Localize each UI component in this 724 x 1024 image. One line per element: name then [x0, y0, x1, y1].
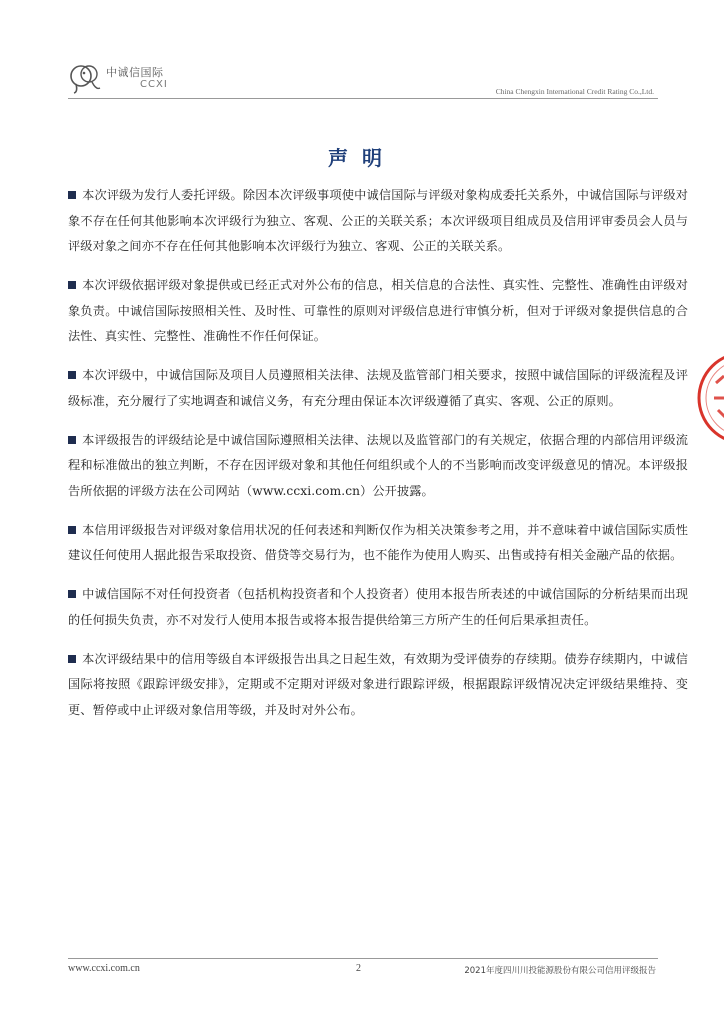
- header-company-name: China Chengxin International Credit Rating Co.,Ltd.: [495, 87, 654, 96]
- page-header: [0, 0, 724, 110]
- page-number: 2: [356, 963, 361, 974]
- statement-paragraph: [68, 582, 688, 633]
- header-divider: [68, 98, 658, 99]
- red-seal-stamp-icon: [694, 348, 724, 448]
- statement-paragraph: [68, 183, 688, 260]
- elephant-logo-icon: [68, 60, 104, 96]
- footer-divider: [68, 958, 658, 959]
- footer-website: www.ccxi.com.cn: [68, 963, 140, 974]
- square-bullet-icon: [68, 526, 76, 534]
- statement-body: [68, 183, 688, 737]
- paragraph-text: 本次评级中，中诚信国际及项目人员遵照相关法律、法规及监管部门相关要求，按照中诚信国际的评级流程及评级标准，充分履行了实地调查和诚信义务，有充分理由保证本次评级遵循了真实、客观、公正的原则。: [68, 368, 688, 408]
- page-title: 声明: [328, 146, 396, 170]
- paragraph-text: 本信用评级报告对评级对象信用状况的任何表述和判断仅作为相关决策参考之用，并不意味着中诚信国际实质性建议任何使用人据此报告采取投资、借贷等交易行为，也不能作为使用人购买、出售或持有相关金融产品的依据。: [68, 522, 688, 562]
- square-bullet-icon: [68, 191, 76, 199]
- logo-chinese-text: 中诚信国际: [106, 66, 164, 79]
- ccxi-logo: [68, 60, 178, 100]
- paragraph-text: 本次评级结果中的信用等级自本评级报告出具之日起生效，有效期为受评债券的存续期。债券存续期内，中诚信国际将按照《跟踪评级安排》，定期或不定期对评级对象进行跟踪评级，根据跟踪评级情况决定评级结果维持、变更、暂停或中止评级对象信用等级，并及时对外公布。: [68, 651, 688, 717]
- square-bullet-icon: [68, 371, 76, 379]
- square-bullet-icon: [68, 436, 76, 444]
- square-bullet-icon: [68, 281, 76, 289]
- paragraph-text: 本评级报告的评级结论是中诚信国际遵照相关法律、法规以及监管部门的有关规定，依据合理的内部信用评级流程和标准做出的独立判断，不存在因评级对象和其他任何组织或个人的不当影响而改变评级意见的情况。本评级报告所依据的评级方法在公司网站（www.ccxi.com.cn）公开披露。: [68, 432, 688, 498]
- statement-paragraph: [68, 518, 688, 569]
- statement-paragraph: [68, 363, 688, 414]
- paragraph-text: 本次评级为发行人委托评级。除因本次评级事项使中诚信国际与评级对象构成委托关系外，中诚信国际与评级对象不存在任何其他影响本次评级行为独立、客观、公正的关联关系；本次评级项目组成员及信用评审委员会人员与评级对象之间亦不存在任何其他影响本次评级行为独立、客观、公正的关联关系。: [68, 188, 688, 253]
- square-bullet-icon: [68, 590, 76, 598]
- statement-paragraph: [68, 428, 688, 505]
- footer-report-title: 2021年度四川川投能源股份有限公司信用评级报告: [464, 966, 656, 976]
- paragraph-text: 中诚信国际不对任何投资者（包括机构投资者和个人投资者）使用本报告所表述的中诚信国际的分析结果而出现的任何损失负责，亦不对发行人使用本报告或将本报告提供给第三方所产生的任何后果承担责任。: [68, 587, 688, 627]
- paragraph-text: 本次评级依据评级对象提供或已经正式对外公布的信息，相关信息的合法性、真实性、完整性、准确性由评级对象负责。中诚信国际按照相关性、及时性、可靠性的原则对评级信息进行审慎分析，但对于评级对象提供信息的合法性、真实性、完整性、准确性不作任何保证。: [68, 278, 688, 343]
- statement-paragraph: [68, 273, 688, 350]
- statement-paragraph: [68, 647, 688, 724]
- logo-english-text: CCXI: [140, 79, 168, 90]
- square-bullet-icon: [68, 655, 76, 663]
